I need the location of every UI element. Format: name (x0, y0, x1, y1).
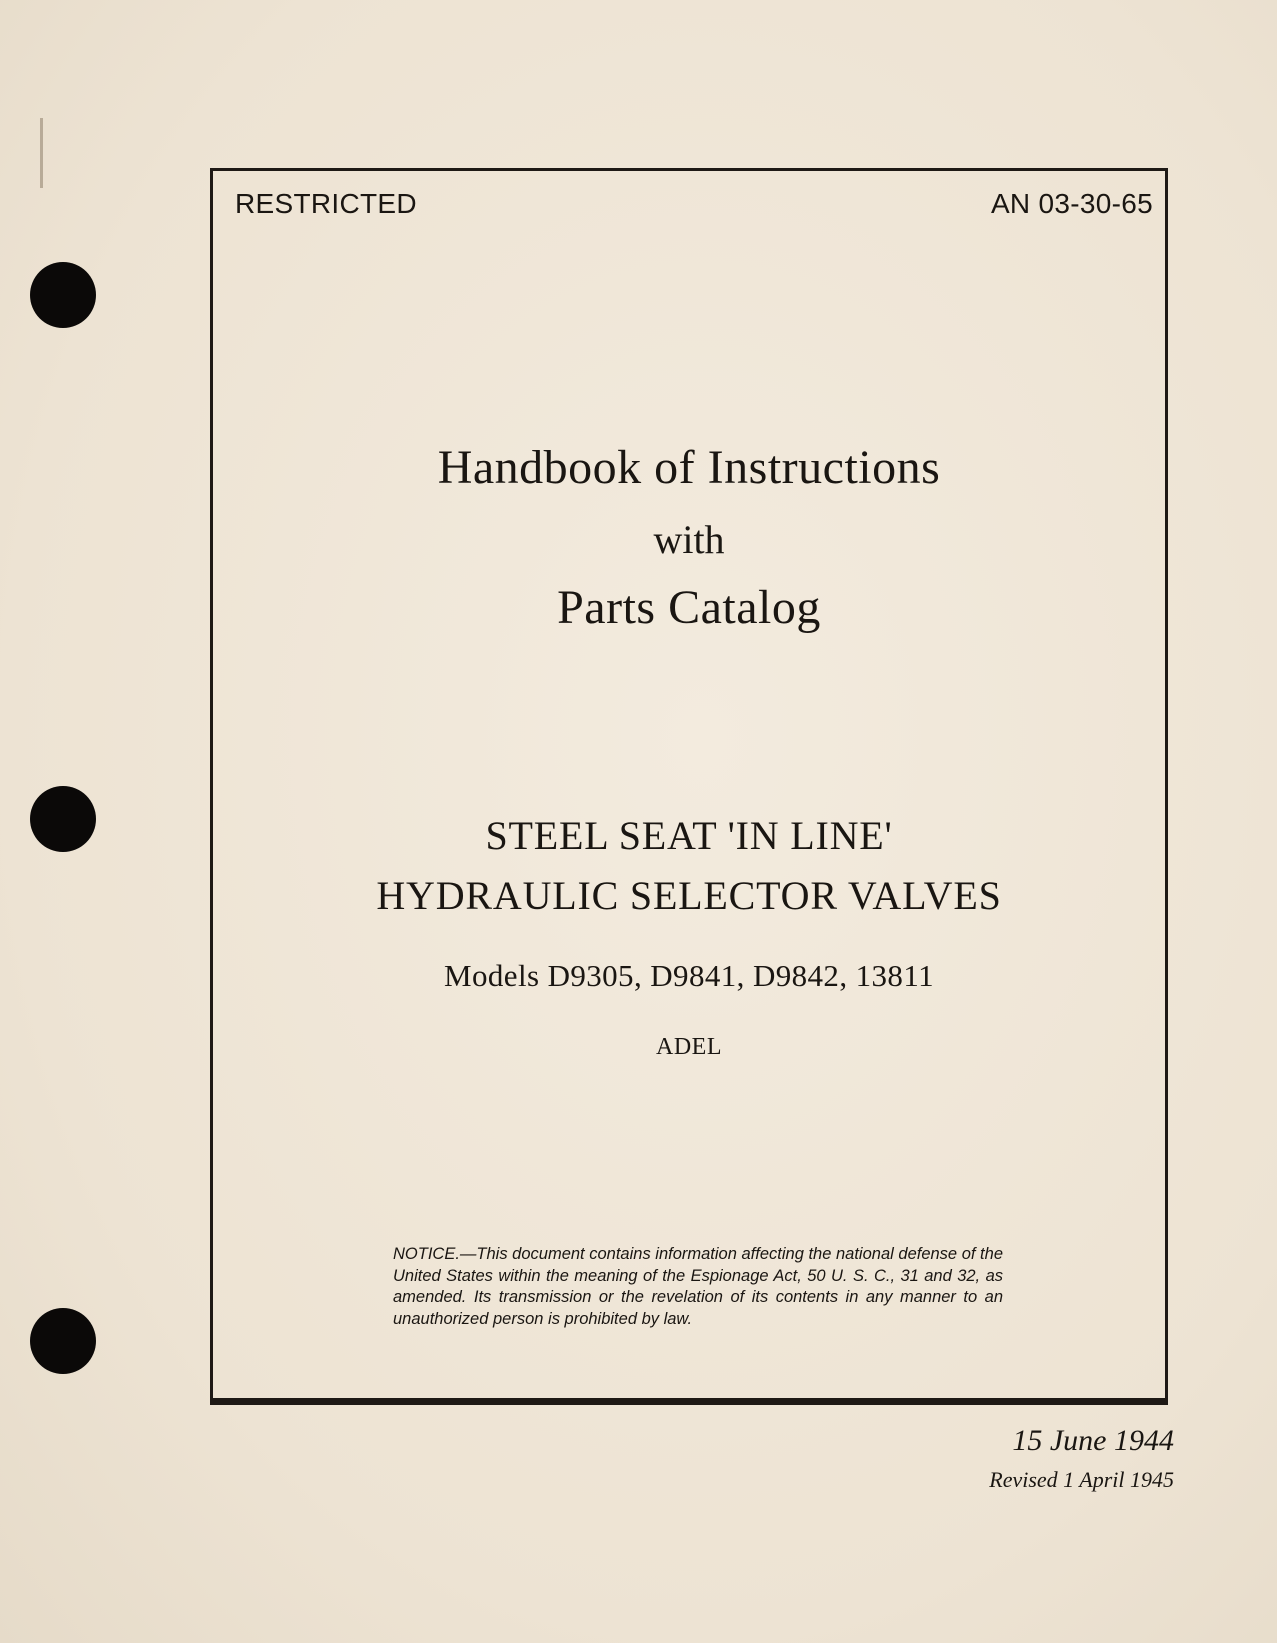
binder-hole-middle (30, 786, 96, 852)
cover-frame (210, 168, 1168, 1405)
revision-date: Revised 1 April 1945 (989, 1467, 1174, 1492)
title-parts-catalog: Parts Catalog (557, 581, 821, 634)
models-list: Models D9305, D9841, D9842, 13811 (444, 958, 934, 993)
binder-hole-top (30, 262, 96, 328)
classification-label: RESTRICTED (235, 188, 417, 219)
manufacturer-name: ADEL (656, 1034, 722, 1060)
subject-line-2: HYDRAULIC SELECTOR VALVES (376, 873, 1002, 918)
title-with: with (653, 517, 725, 562)
security-notice: NOTICE.—This document contains information affecting the national defense of the United States within the meaning of the Espionage Act, 50 U. S. C., 31 and 32, as amended. Its transmission or the revelation of its contents in any manner to an unauthorized person is prohibited by law. (393, 1245, 1003, 1328)
binder-hole-bottom (30, 1308, 96, 1374)
document-number: AN 03-30-65 (990, 188, 1153, 219)
title-handbook: Handbook of Instructions (437, 441, 941, 494)
issue-date: 15 June 1944 (1012, 1424, 1174, 1457)
page-edge-mark (40, 118, 43, 188)
subject-line-1: STEEL SEAT 'IN LINE' (485, 813, 893, 858)
